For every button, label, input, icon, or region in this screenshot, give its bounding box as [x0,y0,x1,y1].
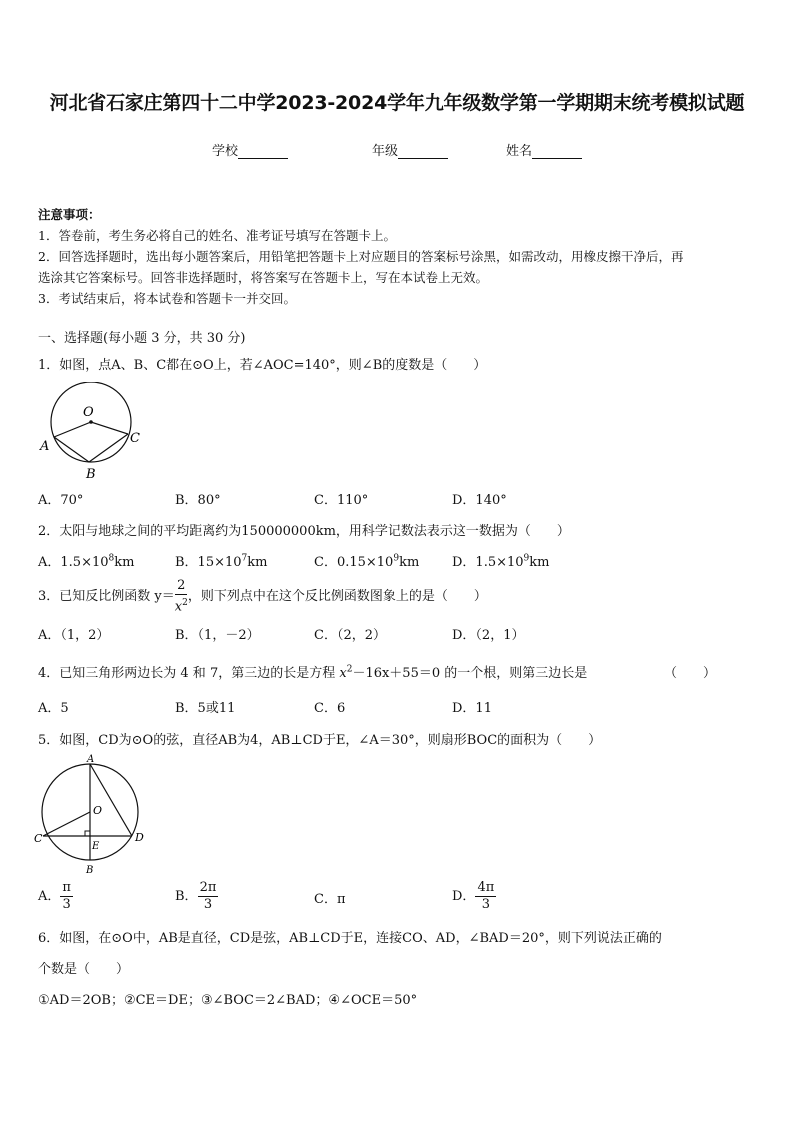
note-item: 选涂其它答案标号。回答非选择题时，将答案写在答题卡上，写在本试卷上无效。 [38,270,489,285]
q5-option-a[interactable] [38,880,73,913]
q2-option-b-exp: 7 [241,553,248,564]
q4-option-d[interactable]: D．11 [452,701,492,716]
q5-option-a-frac [60,880,73,913]
notes-block [38,204,758,309]
q4-answer-paren: （ ） [664,666,717,681]
q6-stem-line1: 6．如图，在⊙O中，AB是直径，CD是弦，AB⊥CD于E，连接CO、AD，∠BAD＝20°，则下列说法正确的 [38,931,662,946]
q5-figure [30,752,155,878]
q5-option-c-value: π [336,892,346,907]
q2-option-a-base: A．1.5×10 [38,555,109,570]
school-label: 学校 [212,144,239,159]
grade-label: 年级 [372,144,399,159]
note-item: 3．考试结束后，将本试卷和答题卡一并交回。 [38,291,296,306]
page-title: 河北省石家庄第四十二中学2023-2024学年九年级数学第一学期期末统考模拟试题 [49,92,745,114]
name-label: 姓名 [506,144,533,159]
q2-option-b[interactable] [175,551,267,570]
q2-option-d[interactable] [452,551,550,570]
q3-stem [38,578,487,615]
section-heading: 一、选择题(每小题 3 分，共 30 分) [38,331,246,346]
q5-label-b: B [86,865,94,876]
q5-option-d[interactable] [452,880,496,913]
q3-frac-den-exp: 2 [182,598,188,608]
q5-option-d-den: 3 [481,897,490,912]
q2-option-c-base: C．0.15×10 [314,555,394,570]
q5-label-a: A [87,754,95,765]
q4-stem-pre: 4．已知三角形两边长为 4 和 7，第三边的长是方程 [38,666,336,681]
q2-option-a[interactable] [38,551,134,570]
q1-option-c[interactable]: C．110° [314,493,369,508]
q1-label-o: O [83,405,94,420]
q4-eq-rest: －16x＋55＝0 [352,666,441,681]
q1-option-a[interactable]: A．70° [38,493,84,508]
q1-option-d[interactable]: D．140° [452,493,507,508]
q2-option-a-exp: 8 [108,553,115,564]
q4-eq-exp: 2 [346,664,353,675]
q3-frac-num: 2 [177,578,186,593]
q2-option-b-base: B．15×10 [175,555,242,570]
q4-stem [38,662,587,681]
q1-radii [54,422,128,437]
name-field [506,140,582,159]
grade-field [372,140,448,159]
q5-option-a-num: π [62,880,71,895]
q2-option-d-base: D．1.5×10 [452,555,524,570]
q3-stem-pre: 3．已知反比例函数 y＝ [38,589,175,605]
q3-option-d[interactable]: D．（2，1） [452,628,525,643]
q2-option-b-unit: km [247,555,268,570]
q5-segment-oc [43,812,90,836]
q2-option-c[interactable] [314,551,419,570]
q5-option-c-prefix: C． [314,892,337,907]
q2-stem: 2．太阳与地球之间的平均距离约为150000000km，用科学记数法表示这一数据为（ ） [38,524,570,539]
q1-stem: 1．如图，点A、B、C都在⊙O上，若∠AOC=140°，则∠B的度数是（ ） [38,358,487,373]
q4-option-a[interactable]: A．5 [38,701,69,716]
school-blank[interactable] [238,146,288,159]
grade-blank[interactable] [398,146,448,159]
q5-option-b-den: 3 [203,897,213,912]
q6-stem-line2: 个数是（ ） [38,962,130,977]
q3-option-b[interactable]: B．（1，－2） [175,628,260,643]
q1-label-c: C [130,431,140,446]
school-field [212,140,288,159]
q4-option-c[interactable]: C．6 [314,701,346,716]
q4-option-b[interactable]: B．5或11 [175,701,236,716]
q1-figure [36,382,146,482]
q5-option-b-frac [198,880,219,913]
q5-option-d-frac [475,880,496,913]
q5-option-b-prefix: B． [175,889,198,904]
q5-option-b-num: 2π [199,880,217,895]
q5-option-c[interactable] [314,888,346,907]
q1-chords [54,434,128,462]
note-item: 2．回答选择题时，选出每小题答案后，用铅笔把答题卡上对应题目的答案标号涂黑，如需改动，用橡皮擦干净后，再 [38,249,684,264]
q5-label-d: D [135,831,144,844]
q3-stem-post: ，则下列点中在这个反比例函数图象上的是（ ） [187,589,487,605]
q1-center-dot [89,420,93,424]
q5-option-b[interactable] [175,880,218,913]
q5-right-angle-mark [85,831,90,836]
q2-option-d-exp: 9 [523,553,530,564]
q3-option-c[interactable]: C．（2，2） [314,628,386,643]
q4-eq-var: x [339,666,347,681]
q1-option-b[interactable]: B．80° [175,493,221,508]
note-item: 1．答卷前，考生务必将自己的姓名、准考证号填写在答题卡上。 [38,228,396,243]
q5-option-a-prefix: A． [38,889,61,904]
q1-label-a: A [40,439,50,454]
q5-option-a-den: 3 [62,897,71,912]
q2-option-a-unit: km [114,555,135,570]
q2-option-c-unit: km [399,555,420,570]
name-blank[interactable] [532,146,582,159]
q5-option-d-prefix: D． [452,889,476,904]
q3-frac-den [175,595,188,615]
notes-heading: 注意事项： [38,207,101,222]
q5-option-d-num: 4π [477,880,495,895]
q3-fraction [175,578,188,615]
q5-segment-ad [90,764,132,836]
q5-label-e: E [92,841,100,852]
q4-stem-post: 的一个根，则第三边长是 [444,666,588,681]
q6-statements: ①AD＝2OB；②CE＝DE；③∠BOC＝2∠BAD；④∠OCE＝50° [38,993,418,1008]
q1-label-b: B [86,467,96,482]
q5-stem: 5．如图，CD为⊙O的弦，直径AB为4，AB⊥CD于E，∠A＝30°，则扇形BOC的面积为（ ） [38,733,602,748]
q3-frac-den-base: x [174,599,183,615]
q5-label-c: C [34,832,43,845]
q2-option-d-unit: km [529,555,550,570]
q3-option-a[interactable]: A．（1，2） [38,628,110,643]
q5-label-o: O [93,804,103,817]
q2-option-c-exp: 9 [393,553,400,564]
